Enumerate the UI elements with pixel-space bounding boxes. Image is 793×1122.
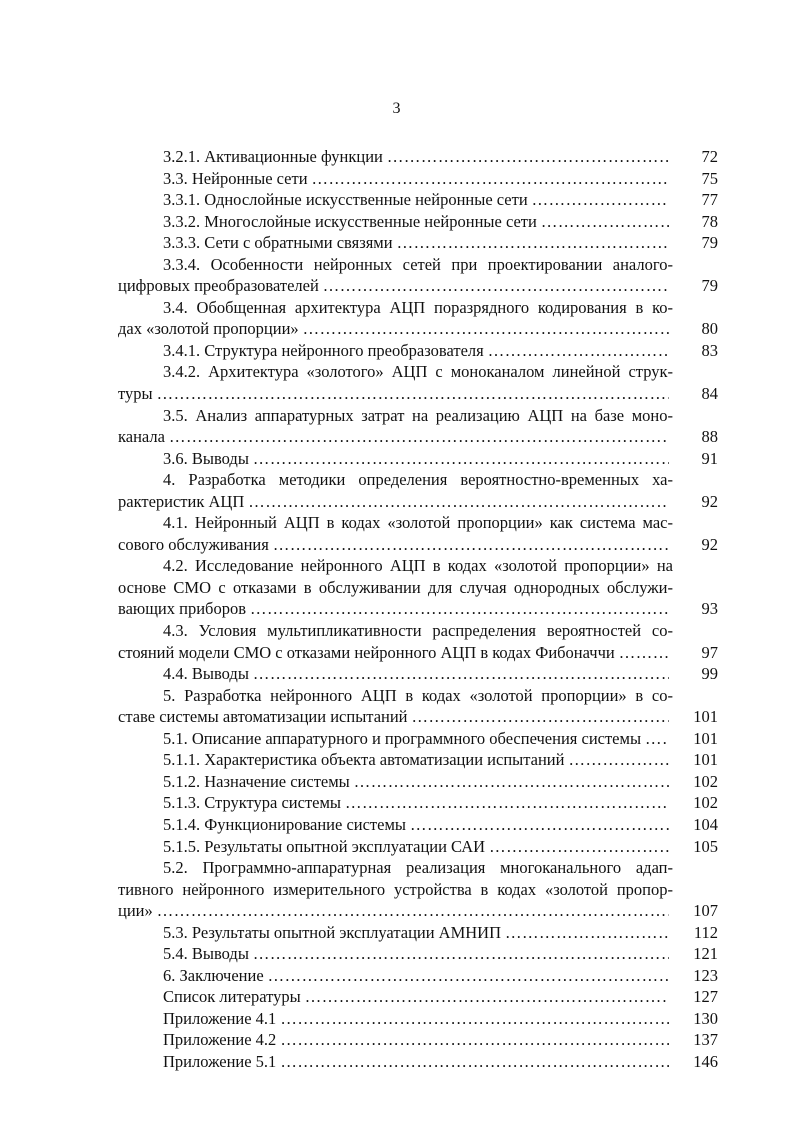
toc-entry: [118, 728, 718, 750]
toc-entry-title-line: 4.2. Исследование нейронного АЦП в кодах «золотой пропорции» на: [163, 556, 673, 576]
toc-entry-title-line: 4.3. Условия мультипликативности распределения вероятностей со-: [163, 621, 673, 641]
toc-entry-page: 84: [701, 384, 718, 404]
toc-entry-title: 3.3.1. Однослойные искусственные нейронные сети: [163, 190, 528, 210]
toc-entry-title: 3.3.2. Многослойные искусственные нейронные сети: [163, 211, 537, 231]
table-of-contents: [118, 146, 718, 1073]
dot-leader: [169, 426, 669, 448]
dot-leader: [412, 706, 669, 728]
toc-entry-last-line: [118, 168, 718, 190]
toc-entry: [118, 232, 718, 254]
toc-entry-last-line: [118, 340, 718, 362]
toc-entry: [118, 965, 718, 987]
toc-entry-title: 5.1.5. Результаты опытной эксплуатации САИ: [163, 836, 486, 856]
toc-entry-page: 93: [701, 599, 718, 619]
toc-entry-page: 77: [701, 190, 718, 210]
toc-entry-page: 102: [693, 771, 718, 791]
toc-entry-last-line: [118, 383, 718, 405]
toc-entry: [118, 189, 718, 211]
toc-entry: [118, 685, 718, 728]
toc-entry-last-line: [118, 642, 718, 664]
toc-entry-title-line: основе СМО с отказами в обслуживании для случая однородных обслужи-: [118, 577, 673, 597]
dot-leader: [323, 275, 669, 297]
dot-leader: [410, 814, 669, 836]
toc-entry: [118, 555, 718, 620]
toc-entry-title: вающих приборов: [118, 599, 246, 619]
toc-entry-title: 3.3. Нейронные сети: [163, 168, 308, 188]
dot-leader: [568, 749, 669, 771]
toc-entry-title: Список литературы: [163, 987, 301, 1007]
toc-entry-title: 5.1.2. Назначение системы: [163, 771, 350, 791]
dot-leader: [488, 340, 669, 362]
toc-entry-page: 92: [701, 534, 718, 554]
dot-leader: [505, 922, 669, 944]
toc-entry-page: 101: [693, 707, 718, 727]
toc-entry-page: 127: [693, 987, 718, 1007]
toc-entry-title: 5.1.1. Характеристика объекта автоматизации испытаний: [163, 750, 565, 770]
toc-entry-title: канала: [118, 427, 165, 447]
toc-entry-last-line: [118, 986, 718, 1008]
dot-leader: [250, 598, 669, 620]
toc-entry: [118, 620, 718, 663]
toc-entry-title-line: 3.5. Анализ аппаратурных затрат на реализацию АЦП на базе моно-: [163, 405, 673, 425]
toc-entry-page: 97: [701, 642, 718, 662]
toc-entry-title: 6. Заключение: [163, 965, 264, 985]
dot-leader: [280, 1029, 669, 1051]
toc-entry-last-line: [118, 491, 718, 513]
dot-leader: [157, 383, 669, 405]
toc-entry-last-line: [118, 318, 718, 340]
toc-entry-page: 75: [701, 168, 718, 188]
toc-entry-title: Приложение 5.1: [163, 1051, 277, 1071]
dot-leader: [541, 211, 669, 233]
toc-entry-title: рактеристик АЦП: [118, 491, 245, 511]
toc-entry-last-line: [118, 900, 718, 922]
toc-entry-title-line: 3.3.4. Особенности нейронных сетей при проектировании аналого-: [163, 254, 673, 274]
toc-entry-page: 107: [693, 901, 718, 921]
toc-entry-title: туры: [118, 384, 153, 404]
toc-entry-title: стояний модели СМО с отказами нейронного АЦП в кодах Фибоначчи: [118, 642, 615, 662]
dot-leader: [280, 1008, 669, 1030]
toc-entry: [118, 857, 718, 922]
toc-entry-page: 80: [701, 319, 718, 339]
toc-entry: [118, 512, 718, 555]
toc-entry-page: 130: [693, 1008, 718, 1028]
toc-entry: [118, 836, 718, 858]
toc-entry: [118, 146, 718, 168]
dot-leader: [345, 792, 669, 814]
toc-entry-last-line: [118, 146, 718, 168]
toc-entry: [118, 663, 718, 685]
toc-entry-last-line: [118, 836, 718, 858]
toc-entry-page: 72: [701, 147, 718, 166]
toc-entry: [118, 405, 718, 448]
dot-leader: [268, 965, 669, 987]
toc-entry-page: 92: [701, 491, 718, 511]
toc-entry: [118, 792, 718, 814]
toc-entry-last-line: [118, 426, 718, 448]
toc-entry-last-line: [118, 1008, 718, 1030]
toc-entry: [118, 297, 718, 340]
toc-entry-title: сового обслуживания: [118, 534, 269, 554]
toc-entry-page: 101: [693, 728, 718, 748]
toc-entry-last-line: [118, 728, 718, 750]
toc-entry-title: цифровых преобразователей: [118, 276, 319, 296]
toc-entry: [118, 469, 718, 512]
toc-entry-last-line: [118, 211, 718, 233]
toc-entry-page: 112: [693, 922, 718, 942]
dot-leader: [619, 642, 669, 664]
dot-leader: [532, 189, 669, 211]
dot-leader: [273, 534, 669, 556]
toc-entry-last-line: [118, 771, 718, 793]
toc-entry: [118, 254, 718, 297]
toc-entry: [118, 1051, 718, 1073]
toc-entry-page: 83: [701, 340, 718, 360]
toc-entry-last-line: [118, 922, 718, 944]
toc-entry-last-line: [118, 232, 718, 254]
toc-entry-title-line: 4. Разработка методики определения вероятностно-временных ха-: [163, 470, 673, 490]
toc-entry: [118, 211, 718, 233]
toc-entry-page: 91: [701, 448, 718, 468]
toc-entry: [118, 340, 718, 362]
dot-leader: [354, 771, 669, 793]
toc-entry-page: 105: [693, 836, 718, 856]
dot-leader: [157, 900, 669, 922]
dot-leader: [253, 448, 669, 470]
dot-leader: [312, 168, 669, 190]
toc-entry-title: 5.4. Выводы: [163, 944, 249, 964]
toc-entry-last-line: [118, 749, 718, 771]
toc-entry-title-line: 5. Разработка нейронного АЦП в кодах «золотой пропорции» в со-: [163, 685, 673, 705]
toc-entry-last-line: [118, 706, 718, 728]
toc-entry-title-line: 4.1. Нейронный АЦП в кодах «золотой пропорции» как система мас-: [163, 513, 673, 533]
toc-entry-page: 78: [701, 211, 718, 231]
page-number: 3: [392, 100, 401, 117]
toc-entry-title-line: 3.4.2. Архитектура «золотого» АЦП с моноканалом линейной струк-: [163, 362, 673, 382]
toc-entry-last-line: [118, 189, 718, 211]
toc-entry-page: 101: [693, 750, 718, 770]
toc-entry: [118, 749, 718, 771]
toc-entry-page: 123: [693, 965, 718, 985]
toc-entry-title: 5.1.3. Структура системы: [163, 793, 342, 813]
dot-leader: [489, 836, 669, 858]
toc-entry-title: дах «золотой пропорции»: [118, 319, 299, 339]
toc-entry: [118, 943, 718, 965]
toc-entry-last-line: [118, 663, 718, 685]
toc-entry-last-line: [118, 598, 718, 620]
toc-entry-page: 121: [693, 944, 718, 964]
toc-entry-page: 88: [701, 427, 718, 447]
toc-entry-title: 5.3. Результаты опытной эксплуатации АМНИП: [163, 922, 502, 942]
toc-entry: [118, 814, 718, 836]
toc-entry: [118, 361, 718, 404]
dot-leader: [248, 491, 669, 513]
toc-entry-last-line: [118, 792, 718, 814]
toc-entry-page: 137: [693, 1030, 718, 1050]
toc-entry-last-line: [118, 448, 718, 470]
dot-leader: [303, 318, 669, 340]
toc-entry: [118, 922, 718, 944]
toc-entry: [118, 168, 718, 190]
dot-leader: [397, 232, 669, 254]
toc-entry-title: 3.6. Выводы: [163, 448, 249, 468]
toc-entry-title: 3.4.1. Структура нейронного преобразователя: [163, 340, 484, 360]
toc-entry: [118, 1029, 718, 1051]
toc-entry-page: 102: [693, 793, 718, 813]
dot-leader: [280, 1051, 669, 1073]
dot-leader: [645, 728, 669, 750]
dot-leader: [253, 943, 669, 965]
toc-entry-page: 104: [693, 814, 718, 834]
toc-entry-page: 79: [701, 233, 718, 253]
toc-entry-last-line: [118, 943, 718, 965]
toc-entry-last-line: [118, 814, 718, 836]
toc-entry-title: ставе системы автоматизации испытаний: [118, 707, 408, 727]
toc-entry-title: 3.3.3. Сети с обратными связями: [163, 233, 393, 253]
toc-entry-title: 3.2.1. Активационные функции: [163, 147, 383, 166]
toc-entry-last-line: [118, 534, 718, 556]
toc-entry-last-line: [118, 1029, 718, 1051]
toc-entry-last-line: [118, 965, 718, 987]
toc-entry-title-line: тивного нейронного измерительного устройства в кодах «золотой пропор-: [118, 879, 673, 899]
toc-entry: [118, 1008, 718, 1030]
toc-entry-title: Приложение 4.1: [163, 1008, 277, 1028]
toc-entry-title: 5.1. Описание аппаратурного и программного обеспечения системы: [163, 728, 642, 748]
toc-entry-title: ции»: [118, 901, 153, 921]
toc-entry-page: 99: [701, 664, 718, 684]
toc-entry-title-line: 3.4. Обобщенная архитектура АЦП поразрядного кодирования в ко-: [163, 297, 673, 317]
toc-entry-title: Приложение 4.2: [163, 1030, 277, 1050]
toc-entry-title-line: 5.2. Программно-аппаратурная реализация многоканального адап-: [163, 858, 673, 878]
toc-entry: [118, 771, 718, 793]
dot-leader: [387, 146, 669, 168]
dot-leader: [305, 986, 669, 1008]
toc-entry-page: 79: [701, 276, 718, 296]
toc-entry-title: 4.4. Выводы: [163, 664, 249, 684]
toc-entry: [118, 448, 718, 470]
dot-leader: [253, 663, 669, 685]
toc-entry-last-line: [118, 275, 718, 297]
toc-entry-page: 146: [693, 1051, 718, 1071]
toc-entry-last-line: [118, 1051, 718, 1073]
toc-entry: [118, 986, 718, 1008]
toc-entry-title: 5.1.4. Функционирование системы: [163, 814, 406, 834]
